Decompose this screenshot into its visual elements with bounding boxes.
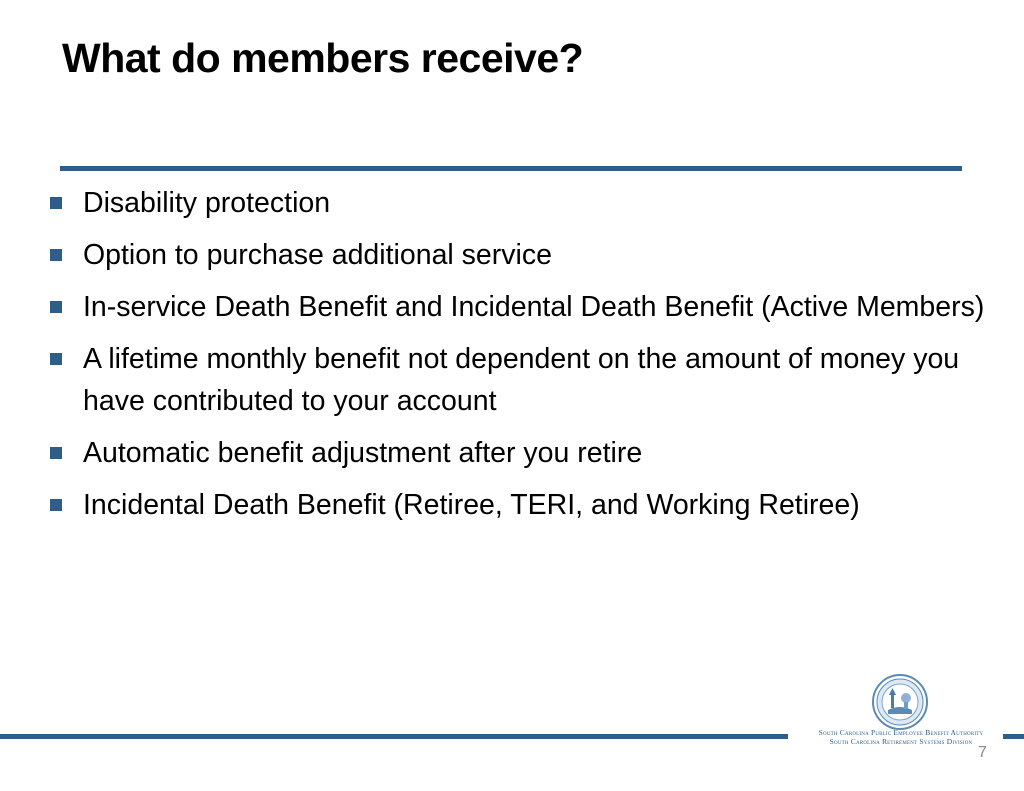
square-bullet-icon [50, 447, 62, 459]
state-seal-icon [872, 674, 928, 730]
bullet-text: Automatic benefit adjustment after you retire [83, 437, 643, 469]
bullet-item [50, 484, 990, 526]
square-bullet-icon [50, 301, 62, 313]
bullet-text: Disability protection [83, 187, 331, 219]
bullet-text: In-service Death Benefit and Incidental Death Benefit (Active Members) [83, 291, 985, 323]
organization-name-line2: South Carolina Retirement Systems Division [829, 737, 973, 746]
square-bullet-icon [50, 499, 62, 511]
square-bullet-icon [50, 249, 62, 261]
bullet-item [50, 182, 990, 224]
footer-divider-left [0, 734, 788, 739]
title-divider [60, 166, 962, 171]
bullet-item [50, 338, 990, 422]
slide-title: What do members receive? [62, 35, 584, 81]
square-bullet-icon [50, 197, 62, 209]
page-number: 7 [978, 744, 987, 761]
square-bullet-icon [50, 353, 62, 365]
bullet-text: A lifetime monthly benefit not dependent on the amount of money you have contributed to your account [83, 343, 960, 417]
footer-divider-right [1003, 734, 1024, 739]
bullet-list [50, 182, 990, 536]
bullet-text: Option to purchase additional service [83, 239, 552, 271]
organization-name [796, 728, 1006, 746]
organization-name-line1: South Carolina Public Employee Benefit Authority [818, 728, 984, 737]
bullet-item [50, 234, 990, 276]
bullet-text: Incidental Death Benefit (Retiree, TERI, and Working Retiree) [83, 489, 860, 521]
bullet-item [50, 286, 990, 328]
bullet-item [50, 432, 990, 474]
